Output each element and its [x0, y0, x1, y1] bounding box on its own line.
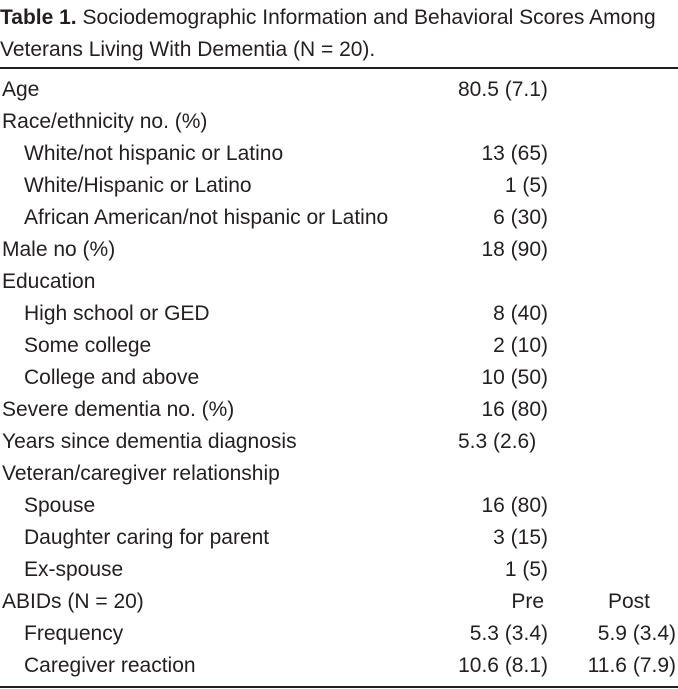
- row-label: Age: [2, 78, 40, 101]
- table-subheader-row: [0, 586, 678, 618]
- table-row: [0, 394, 678, 426]
- row-label: Ex-spouse: [24, 558, 124, 581]
- row-label: Education: [2, 270, 96, 293]
- row-value: 5.3 (2.6): [458, 430, 537, 453]
- row-value: 10.6 (8.1): [458, 654, 548, 677]
- table-row: [0, 298, 678, 330]
- table-row: [0, 330, 678, 362]
- row-label: College and above: [24, 366, 200, 389]
- row-value: 1 (5): [504, 174, 548, 197]
- table-row: [0, 362, 678, 394]
- table-caption-text: Sociodemographic Information and Behavioral Scores Among Veterans Living With Dementia (N = 20).: [0, 6, 656, 61]
- row-label: White/Hispanic or Latino: [24, 174, 252, 197]
- table-row: [0, 490, 678, 522]
- row-value: 6 (30): [493, 206, 548, 229]
- table-row: [0, 650, 678, 682]
- table-top-rule: [0, 67, 678, 69]
- row-label: Frequency: [24, 622, 124, 645]
- row-label: Daughter caring for parent: [24, 526, 270, 549]
- row-label: Caregiver reaction: [24, 654, 196, 677]
- row-label: Spouse: [24, 494, 96, 517]
- row-value-post: 11.6 (7.9): [587, 654, 676, 677]
- table-row: [0, 106, 678, 138]
- row-value: 16 (80): [481, 494, 548, 517]
- table-row: [0, 74, 678, 106]
- table-row: [0, 170, 678, 202]
- table-row: [0, 458, 678, 490]
- row-label: Race/ethnicity no. (%): [2, 110, 208, 133]
- table-row: [0, 426, 678, 458]
- row-value: 80.5 (7.1): [458, 78, 548, 101]
- table-row: [0, 138, 678, 170]
- row-label: Male no (%): [2, 238, 116, 261]
- column-header-post: Post: [607, 590, 650, 613]
- row-value: 2 (10): [493, 334, 548, 357]
- table-caption: [0, 2, 678, 66]
- row-label: Veteran/caregiver relationship: [2, 462, 280, 485]
- table-body: [0, 74, 678, 682]
- column-header-pre: Pre: [511, 590, 544, 613]
- table-bottom-rule: [0, 686, 678, 688]
- row-label: Some college: [24, 334, 152, 357]
- row-value: 10 (50): [481, 366, 548, 389]
- row-value-post: 5.9 (3.4): [597, 622, 676, 645]
- row-value: 1 (5): [504, 558, 548, 581]
- row-label: African American/not hispanic or Latino: [24, 206, 389, 229]
- row-label: Severe dementia no. (%): [2, 398, 235, 421]
- row-value: 16 (80): [481, 398, 548, 421]
- table-row: [0, 554, 678, 586]
- row-value: 13 (65): [481, 142, 548, 165]
- row-value: 8 (40): [493, 302, 548, 325]
- table-row: [0, 266, 678, 298]
- row-label: ABIDs (N = 20): [2, 590, 144, 613]
- row-label: White/not hispanic or Latino: [24, 142, 284, 165]
- table-caption-label: Table 1.: [0, 6, 77, 29]
- table-row: [0, 202, 678, 234]
- table-row: [0, 522, 678, 554]
- table-row: [0, 618, 678, 650]
- row-value: 18 (90): [481, 238, 548, 261]
- row-label: High school or GED: [24, 302, 210, 325]
- table-row: [0, 234, 678, 266]
- row-label: Years since dementia diagnosis: [2, 430, 297, 453]
- row-value: 5.3 (3.4): [469, 622, 548, 645]
- row-value: 3 (15): [493, 526, 548, 549]
